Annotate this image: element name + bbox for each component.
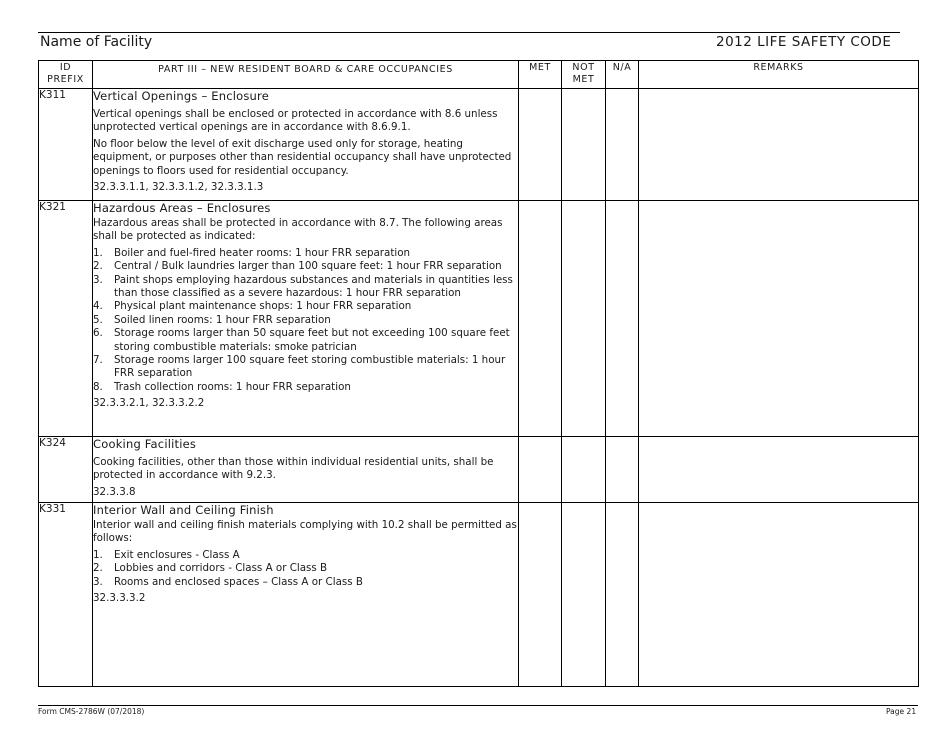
list-item-number: 8. [93,380,103,393]
col-header-id-line2: PREFIX [47,74,84,85]
row-id: K311 [39,89,93,201]
table-row [39,89,919,201]
list-item-number: 2. [93,562,103,575]
col-header-not-met-line1: NOT [572,62,595,73]
row-title: Cooking Facilities [93,437,197,451]
list-item-text: Soiled linen rooms: 1 hour FRR separation [114,313,331,326]
row-content [93,201,519,437]
list-item-number: 5. [93,313,103,326]
list-item [93,300,518,313]
row-intro: Interior wall and ceiling finish materials complying with 10.2 shall be permitted as follows: [93,519,517,545]
list-item [93,576,518,589]
not-met-cell[interactable] [562,89,606,201]
bottom-rule [38,705,918,706]
form-id: Form CMS-2786W (07/2018) [38,707,145,716]
table-row [39,201,919,437]
row-reference: 32.3.3.3.2 [93,592,146,605]
not-met-cell[interactable] [562,437,606,503]
finish-list [93,549,518,589]
row-paragraph: Vertical openings shall be enclosed or protected in accordance with 8.6 unless unprotected vertical openings are in accordance with 8.6.9.1. [93,108,498,134]
col-header-met-label: MET [529,62,551,73]
list-item [93,314,518,327]
na-cell[interactable] [606,201,639,437]
code-title: 2012 LIFE SAFETY CODE [716,34,892,50]
list-item-text: Lobbies and corridors - Class A or Class B [114,562,328,575]
hazard-list [93,247,518,394]
row-reference: 32.3.3.2.1, 32.3.3.2.2 [93,397,205,410]
row-content [93,89,519,201]
list-item-number: 7. [93,354,103,367]
col-header-not-met [562,61,606,89]
table-row [39,503,919,687]
row-id: K321 [39,201,93,437]
list-item-text: Storage rooms larger than 50 square feet but not exceeding 100 square feet storing combustible materials: smoke patrician [114,327,510,353]
met-cell[interactable] [519,437,562,503]
list-item-text: Central / Bulk laundries larger than 100 square feet: 1 hour FRR separation [114,260,502,273]
col-header-na-label: N/A [612,62,632,73]
list-item [93,381,518,394]
col-header-id-line1: ID [59,62,72,73]
na-cell[interactable] [606,437,639,503]
list-item-number: 1. [93,246,103,259]
list-item [93,327,518,354]
col-header-na [606,61,639,89]
table-header-row [39,61,919,89]
row-id: K331 [39,503,93,687]
page-number: Page 21 [886,707,917,716]
not-met-cell[interactable] [562,201,606,437]
col-header-part-label: PART III – NEW RESIDENT BOARD & CARE OCCUPANCIES [158,64,453,75]
row-paragraph: No floor below the level of exit discharge used only for storage, heating equipment, or purposes other than residential occupancy shall have unprotected openings to floors used for residential occupancy. [93,137,512,177]
row-content [93,503,519,687]
met-cell[interactable] [519,503,562,687]
row-id: K324 [39,437,93,503]
row-title: Hazardous Areas – Enclosures [93,201,271,215]
list-item-text: Exit enclosures - Class A [114,548,240,561]
row-content [93,437,519,503]
list-item [93,562,518,575]
remarks-cell[interactable] [639,89,919,201]
remarks-cell[interactable] [639,437,919,503]
list-item-text: Boiler and fuel-fired heater rooms: 1 hour FRR separation [114,246,411,259]
col-header-not-met-line2: MET [572,74,595,85]
list-item-number: 4. [93,300,103,313]
top-rule [38,32,900,33]
table-row [39,437,919,503]
col-header-remarks [639,61,919,89]
list-item-number: 2. [93,260,103,273]
list-item [93,260,518,273]
row-intro: Hazardous areas shall be protected in accordance with 8.7. The following areas shall be protected as indicated: [93,217,503,243]
list-item-number: 6. [93,327,103,340]
inspection-table [38,60,919,687]
col-header-met [519,61,562,89]
na-cell[interactable] [606,89,639,201]
row-paragraph: Cooking facilities, other than those within individual residential units, shall be protected in accordance with 9.2.3. [93,456,494,482]
col-header-remarks-label: REMARKS [753,62,804,73]
list-item-text: Paint shops employing hazardous substances and materials in quantities less than those classified as a severe hazardous: 1 hour FRR separation [114,273,513,300]
list-item-number: 1. [93,548,103,561]
remarks-cell[interactable] [639,201,919,437]
list-item [93,274,518,301]
not-met-cell[interactable] [562,503,606,687]
list-item-text: Storage rooms larger 100 square feet storing combustible materials: 1 hour FRR separation [114,354,506,380]
met-cell[interactable] [519,89,562,201]
col-header-part [93,61,519,89]
remarks-cell[interactable] [639,503,919,687]
row-reference: 32.3.3.8 [93,485,136,498]
list-item-text: Rooms and enclosed spaces – Class A or Class B [114,575,363,588]
met-cell[interactable] [519,201,562,437]
row-title: Interior Wall and Ceiling Finish [93,503,274,517]
facility-name-label: Name of Facility [40,34,153,50]
list-item [93,247,518,260]
list-item [93,354,518,381]
col-header-id [39,61,93,89]
list-item-number: 3. [93,575,103,588]
list-item-text: Trash collection rooms: 1 hour FRR separation [114,380,351,393]
na-cell[interactable] [606,503,639,687]
row-reference: 32.3.3.1.1, 32.3.3.1.2, 32.3.3.1.3 [93,181,264,194]
list-item-number: 3. [93,273,103,286]
list-item-text: Physical plant maintenance shops: 1 hour FRR separation [114,300,412,313]
list-item [93,549,518,562]
row-title: Vertical Openings – Enclosure [93,89,269,103]
